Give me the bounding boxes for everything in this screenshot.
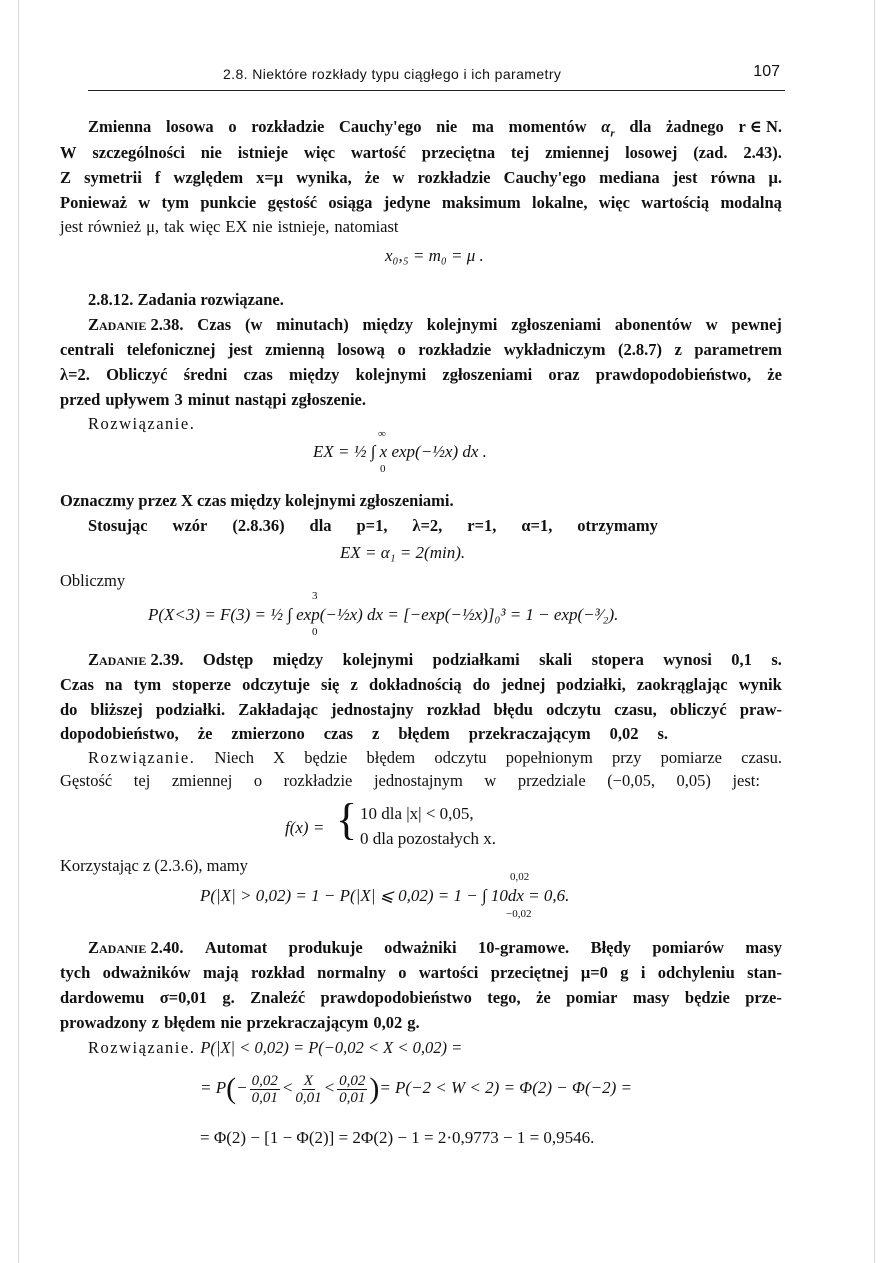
- z238-solution-label: Rozwiązanie.: [88, 414, 196, 433]
- fraction-2: $\frac{X}{0,01}$: [295, 1072, 322, 1106]
- eq1-upper-limit: ∞: [378, 428, 386, 440]
- density-case-2: 0 dla pozostałych x.: [360, 829, 496, 848]
- right-page-edge: [874, 0, 875, 1263]
- z239-label: Zadanie: [88, 650, 147, 669]
- eq1-lower-limit: 0: [380, 463, 386, 475]
- para1-line-4: Ponieważ w tym punkcie gęstość osiąga jedyne maksimum lokalne, więc wartością modalną: [60, 193, 782, 212]
- z239-line-2: Czas na tym stoperze odczytuje się z dokładnością do jednej podziałki, zaokrąglając wynik: [60, 675, 782, 694]
- z238-label: Zadanie: [88, 315, 147, 334]
- z238-line-2: centrali telefonicznej jest zmienną losową o rozkładzie wykładniczym (2.8.7) z parametrem: [60, 340, 782, 359]
- z240-line-2: tych odważników mają rozkład normalny o wartości przeciętnej μ=0 g i odchyleniu stan-: [60, 963, 782, 982]
- density-case-1: 10 dla |x| < 0,05,: [360, 804, 474, 823]
- eq7-result: = Φ(2) − [1 − Φ(2)] = 2Φ(2) − 1 = 2·0,9773 − 1 = 0,9546.: [200, 1128, 595, 1147]
- z240-line-4: prowadzony z błędem nie przekraczającym 0,02 g.: [60, 1013, 420, 1032]
- z238-line-1: Zadanie 2.38. Czas (w minutach) między kolejnymi zgłoszeniami abonentów w pewnej: [88, 315, 782, 334]
- eq3-lower-limit: 0: [312, 626, 318, 638]
- eq1-expected-value: EX = ½ ∫ x exp(−½x) dx .: [313, 442, 487, 461]
- z238-line-3: λ=2. Obliczyć średni czas między kolejnymi zgłoszeniami oraz prawdopodobieństwo, że: [60, 365, 782, 384]
- para1-line-1: Zmienna losowa o rozkładzie Cauchy'ego nie ma momentów $\alpha_r$ dla żadnego r ∈ N.: [88, 117, 782, 140]
- z240-label: Zadanie: [88, 938, 147, 957]
- eq3-upper-limit: 3: [312, 590, 318, 602]
- median-equation: x₀,₅ = m₀ = μ .: [385, 246, 484, 265]
- running-header: [88, 62, 785, 91]
- para1-line-2: W szczególności nie istnieje więc wartość przeciętna tej zmiennej losowej (zad. 2.43).: [60, 143, 782, 162]
- z239-line-4: dopodobieństwo, że zmierzono czas z błędem przekraczającym 0,02 s.: [60, 724, 668, 743]
- eq6-standardization: = P(− $\frac{0,02}{0,01}$ < $\frac{X}{0,01}$ < $\frac{0,02}{0,01}$ )= P(−2 < W < 2) = Φ(2) − Φ(−2) =: [200, 1072, 632, 1106]
- z239-line-3: do bliższej podziałki. Zakładając jednostajny rozkład błędu odczytu czasu, obliczyć praw-: [60, 700, 782, 719]
- section-heading: 2.8.12. Zadania rozwiązane.: [88, 290, 284, 309]
- z240-solution-line: Rozwiązanie. P(|X| < 0,02) = P(−0,02 < X < 0,02) =: [88, 1038, 463, 1057]
- eq5-probability: P(|X| < 0,02) = P(−0,02 < X < 0,02) =: [200, 1038, 463, 1057]
- density-lhs: f(x) =: [285, 818, 325, 837]
- z239-line-1: Zadanie 2.39. Odstęp między kolejnymi podziałkami skali stopera wynosi 0,1 s.: [88, 650, 782, 669]
- z238-line-4: przed upływem 3 minut nastąpi zgłoszenie.: [60, 390, 366, 409]
- z239-solution-line: Rozwiązanie. Niech X będzie błędem odczytu popełnionym przy pomiarze czasu.: [88, 748, 782, 767]
- z238-line-b: Stosując wzór (2.8.36) dla p=1, λ=2, r=1, α=1, otrzymamy: [88, 516, 658, 535]
- eq4-lower-limit: −0,02: [506, 908, 532, 920]
- fraction-1: $\frac{0,02}{0,01}$: [251, 1072, 278, 1106]
- para1-line-5: jest również μ, tak więc EX nie istnieje, natomiast: [60, 217, 399, 236]
- z239-line-d: Gęstość tej zmiennej o rozkładzie jednostajnym w przedziale (−0,05, 0,05) jest:: [60, 771, 760, 790]
- density-brace: {: [336, 795, 358, 844]
- eq2-expected-value: EX = α₁ = 2(min).: [340, 543, 466, 562]
- fraction-3: $\frac{0,02}{0,01}$: [339, 1072, 366, 1106]
- header-title: 2.8. Niektóre rozkłady typu ciągłego i ich parametry: [223, 66, 562, 82]
- eq4-upper-limit: 0,02: [510, 871, 530, 883]
- page-number: 107: [753, 63, 780, 80]
- z240-line-3: dardowemu σ=0,01 g. Znaleźć prawdopodobieństwo tego, że pomiar masy będzie prze-: [60, 988, 782, 1007]
- eq4-probability: P(|X| > 0,02) = 1 − P(|X| ⩽ 0,02) = 1 − ∫ 10dx = 0,6.: [200, 886, 570, 905]
- eq3-probability: P(X<3) = F(3) = ½ ∫ exp(−½x) dx = [−exp(−½x)]₀³ = 1 − exp(−³⁄₂).: [148, 605, 619, 624]
- z238-line-c: Obliczmy: [60, 571, 126, 590]
- z239-line-e: Korzystając z (2.3.6), mamy: [60, 856, 248, 875]
- z240-line-1: Zadanie 2.40. Automat produkuje odważniki 10-gramowe. Błędy pomiarów masy: [88, 938, 782, 957]
- z238-line-a: Oznaczmy przez X czas między kolejnymi zgłoszeniami.: [60, 491, 454, 510]
- left-page-edge: [18, 0, 19, 1263]
- para1-line-3: Z symetrii f względem x=μ wynika, że w rozkładzie Cauchy'ego mediana jest równa μ.: [60, 168, 782, 187]
